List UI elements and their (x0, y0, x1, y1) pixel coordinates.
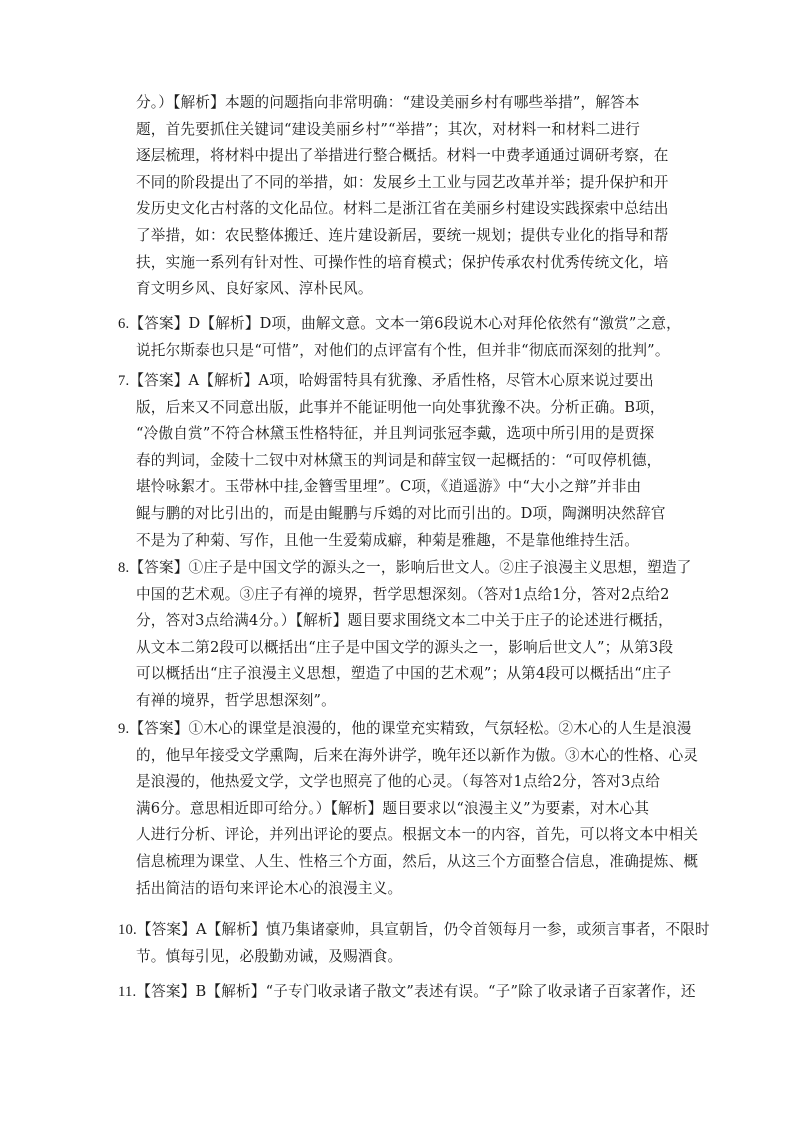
item-number: 7. (118, 373, 130, 389)
text-line: 可以概括出“庄子浪漫主义思想，塑造了中国的艺术观”；从第4段可以概括出“庄子 (136, 665, 672, 683)
item-number: 6. (118, 316, 130, 332)
text-line: 春的判词，金陵十二钗中对林黛玉的判词是和薛宝钗一起概括的：“可叹停机德， (136, 451, 662, 469)
text-line: 人进行分析、评论，并列出评论的要点。根据文本一的内容，首先，可以将文本中相关 (136, 826, 699, 844)
text-line: 有禅的境界，哲学思想深刻”。 (136, 691, 336, 709)
text-line: 【答案】D【解析】D项，曲解文意。文本一第6段说木心对拜伦依然有“激赏”之意， (129, 315, 681, 332)
answer-item-6 (118, 311, 681, 364)
text-line: 【答案】B【解析】“子专门收录诸子散文”表述有误。“子”除了收录诸子百家著作，还 (136, 983, 696, 1000)
text-line: 的，他早年接受文学熏陶，后来在海外讲学，晚年还以新作为傲。③木心的性格、心灵 (136, 746, 699, 764)
text-line: 鲲与鹏的对比引出的，而是由鲲鹏与斥鴳的对比而引出的。D项，陶渊明决然辞官 (136, 504, 666, 522)
text-line: 堪怜咏絮才。玉带林中挂,金簪雪里埋”。C项，《逍遥游》中“大小之辩”并非由 (136, 478, 642, 496)
text-line: 题，首先要抓住关键词“建设美丽乡村”“举措”；其次，对材料一和材料二进行 (136, 120, 641, 138)
text-line: 从文本二第2段可以概括出“庄子是中国文学的源头之一，影响后世文人”；从第3段 (136, 638, 674, 656)
text-line: 信息梳理为课堂、人生、性格三个方面，然后，从这三个方面整合信息，准确提炼、概 (136, 852, 699, 870)
answer-item-7 (118, 368, 678, 554)
text-line: 是浪漫的，他热爱文学，文学也照亮了他的心灵。（每答对1点给2分，答对3点给 (136, 773, 661, 791)
item-number: 9. (118, 721, 130, 737)
text-line: 中国的艺术观。③庄子有禅的境界，哲学思想深刻。（答对1点给1分，答对2点给2 (136, 585, 670, 603)
text-line: 扶，实施一系列有针对性、可操作性的培育模式；保护传承农村优秀传统文化，培 (136, 253, 669, 271)
text-line: 节。慎每引见，必殷勤劝诫，及赐酒食。 (136, 947, 403, 965)
answer-item-9 (118, 716, 699, 902)
text-line: 说托尔斯泰也只是“可惜”，对他们的点评富有个性，但并非“彻底而深刻的批判”。 (136, 341, 670, 359)
text-line: 逐层梳理，将材料中提出了举措进行整合概括。材料一中费孝通通过调研考察，在 (136, 147, 669, 165)
text-line: 括出简洁的语句来评论木心的浪漫主义。 (136, 879, 403, 897)
item-number: 8. (118, 560, 130, 576)
text-line: 【答案】①庄子是中国文学的源头之一，影响后世文人。②庄子浪漫主义思想，塑造了 (129, 559, 692, 576)
text-line: “冷傲自赏”不符合林黛玉性格特征，并且判词张冠李戴，选项中所引用的是贾探 (136, 425, 655, 443)
answer-item-11 (118, 979, 696, 1006)
text-line: 版，后来又不同意出版，此事并不能证明他一向处事犹豫不决。分析正确。B项， (136, 398, 665, 416)
text-line: 发历史文化古村落的文化品位。材料二是浙江省在美丽乡村建设实践探索中总结出 (136, 200, 669, 218)
text-line: 满6分。意思相近即可给分。）【解析】题目要求以“浪漫主义”为要素，对木心其 (136, 799, 650, 817)
item-number: 10. (118, 922, 137, 938)
text-line: 分。）【解析】本题的问题指向非常明确：“建设美丽乡村有哪些举措”，解答本 (136, 94, 640, 111)
item-number: 11. (118, 984, 137, 1000)
text-line: 不是为了种菊、写作，且他一生爱菊成癖，种菊是雅趣，不是靠他维持生活。 (136, 531, 639, 549)
text-line: 【答案】A【解析】A项，哈姆雷特具有犹豫、矛盾性格，尽管木心原来说过要出 (129, 372, 654, 389)
text-line: 【答案】①木心的课堂是浪漫的，他的课堂充实精致，气氛轻松。②木心的人生是浪漫 (129, 720, 692, 737)
text-line: 【答案】A【解析】慎乃集诸豪帅，具宣朝旨，仍令首领每月一参，或须言事者，不限时 (136, 921, 710, 938)
item-5-continuation (136, 90, 676, 303)
answer-item-8 (118, 555, 692, 715)
answer-item-10 (118, 917, 710, 970)
text-line: 了举措，如：农民整体搬迁、连片建设新居，要统一规划；提供专业化的指导和帮 (136, 226, 669, 244)
text-line: 不同的阶段提出了不同的举措，如：发展乡土工业与园艺改革并举；提升保护和开 (136, 173, 669, 191)
text-line: 育文明乡风、良好家风、淳朴民风。 (136, 280, 373, 298)
text-line: 分，答对3点给满4分。）【解析】题目要求围绕文本二中关于庄子的论述进行概括， (136, 612, 673, 630)
